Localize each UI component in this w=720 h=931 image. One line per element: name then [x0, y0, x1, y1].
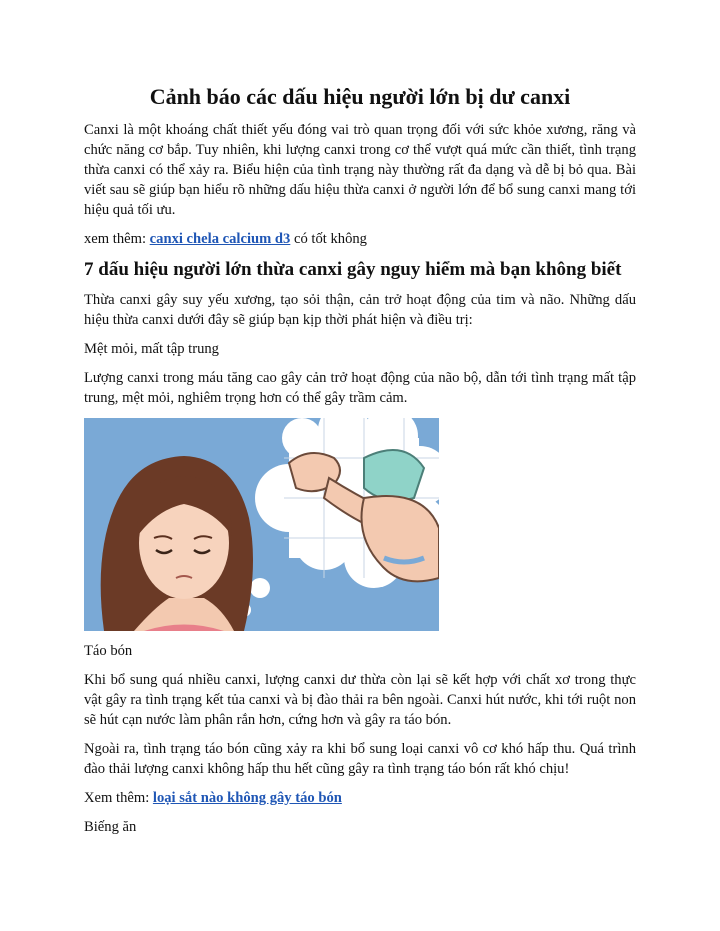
see-more-line-1 — [84, 229, 636, 249]
sign-3-title: Biếng ăn — [84, 819, 137, 835]
sign-2-title: Táo bón — [84, 643, 133, 659]
signs-paragraph: Thừa canxi gây suy yếu xương, tạo sỏi thận, cản trở hoạt động của tim và não. Những dấu hiệu thừa canxi dưới đây sẽ giúp bạn kịp thời phát hiện và điều trị: — [84, 292, 636, 328]
link-canxi-chela[interactable]: canxi chela calcium d3 — [149, 231, 291, 247]
see-more-suffix: có tốt không — [290, 231, 367, 247]
link-loai-sat[interactable]: loại sắt nào không gây táo bón — [152, 790, 342, 806]
sign-2-paragraph-2: Ngoài ra, tình trạng táo bón cũng xảy ra khi bổ sung loại canxi vô cơ khó hấp thu. Quá trình đào thải lượng canxi không hấp thu hết cũng gây ra tình trạng táo bón rất khó chịu! — [84, 741, 636, 777]
sign-1-paragraph: Lượng canxi trong máu tăng cao gây cản trở hoạt động của não bộ, dẫn tới tình trạng mất tập trung, mệt mỏi, nghiêm trọng hơn có thể gây trầm cảm. — [84, 370, 636, 406]
see-more-line-2 — [84, 788, 636, 808]
tired-woman-illustration — [84, 418, 439, 631]
see-more-prefix-2: Xem thêm: — [84, 790, 153, 806]
sign-1-title: Mệt mỏi, mất tập trung — [84, 341, 219, 357]
see-more-prefix: xem thêm: — [84, 231, 150, 247]
page-title: Cảnh báo các dấu hiệu người lớn bị dư canxi — [149, 84, 571, 109]
sign-2-paragraph-1: Khi bổ sung quá nhiều canxi, lượng canxi dư thừa còn lại sẽ kết hợp với chất xơ trong thực vật gây ra tình trạng kết tủa canxi và bị đào thải ra bên ngoài. Canxi hút nước, khi tới ruột non sẽ hút cạn nước làm phân rắn hơn, cứng hơn và gây ra táo bón. — [84, 672, 636, 728]
section-heading: 7 dấu hiệu người lớn thừa canxi gây nguy hiểm mà bạn không biết — [84, 259, 622, 280]
document-page — [84, 0, 636, 846]
intro-paragraph: Canxi là một khoáng chất thiết yếu đóng vai trò quan trọng đối với sức khỏe xương, răng và chức năng cơ bắp. Tuy nhiên, khi lượng canxi trong cơ thể vượt quá mức cần thiết, tình trạng thừa canxi có thể xảy ra. Biểu hiện của tình trạng này thường rất đa dạng và dễ bị bỏ qua. Bài viết sau sẽ giúp bạn hiểu rõ những dấu hiệu thừa canxi ở người lớn để bổ sung canxi mang tới hiệu quả tối ưu. — [84, 122, 636, 218]
